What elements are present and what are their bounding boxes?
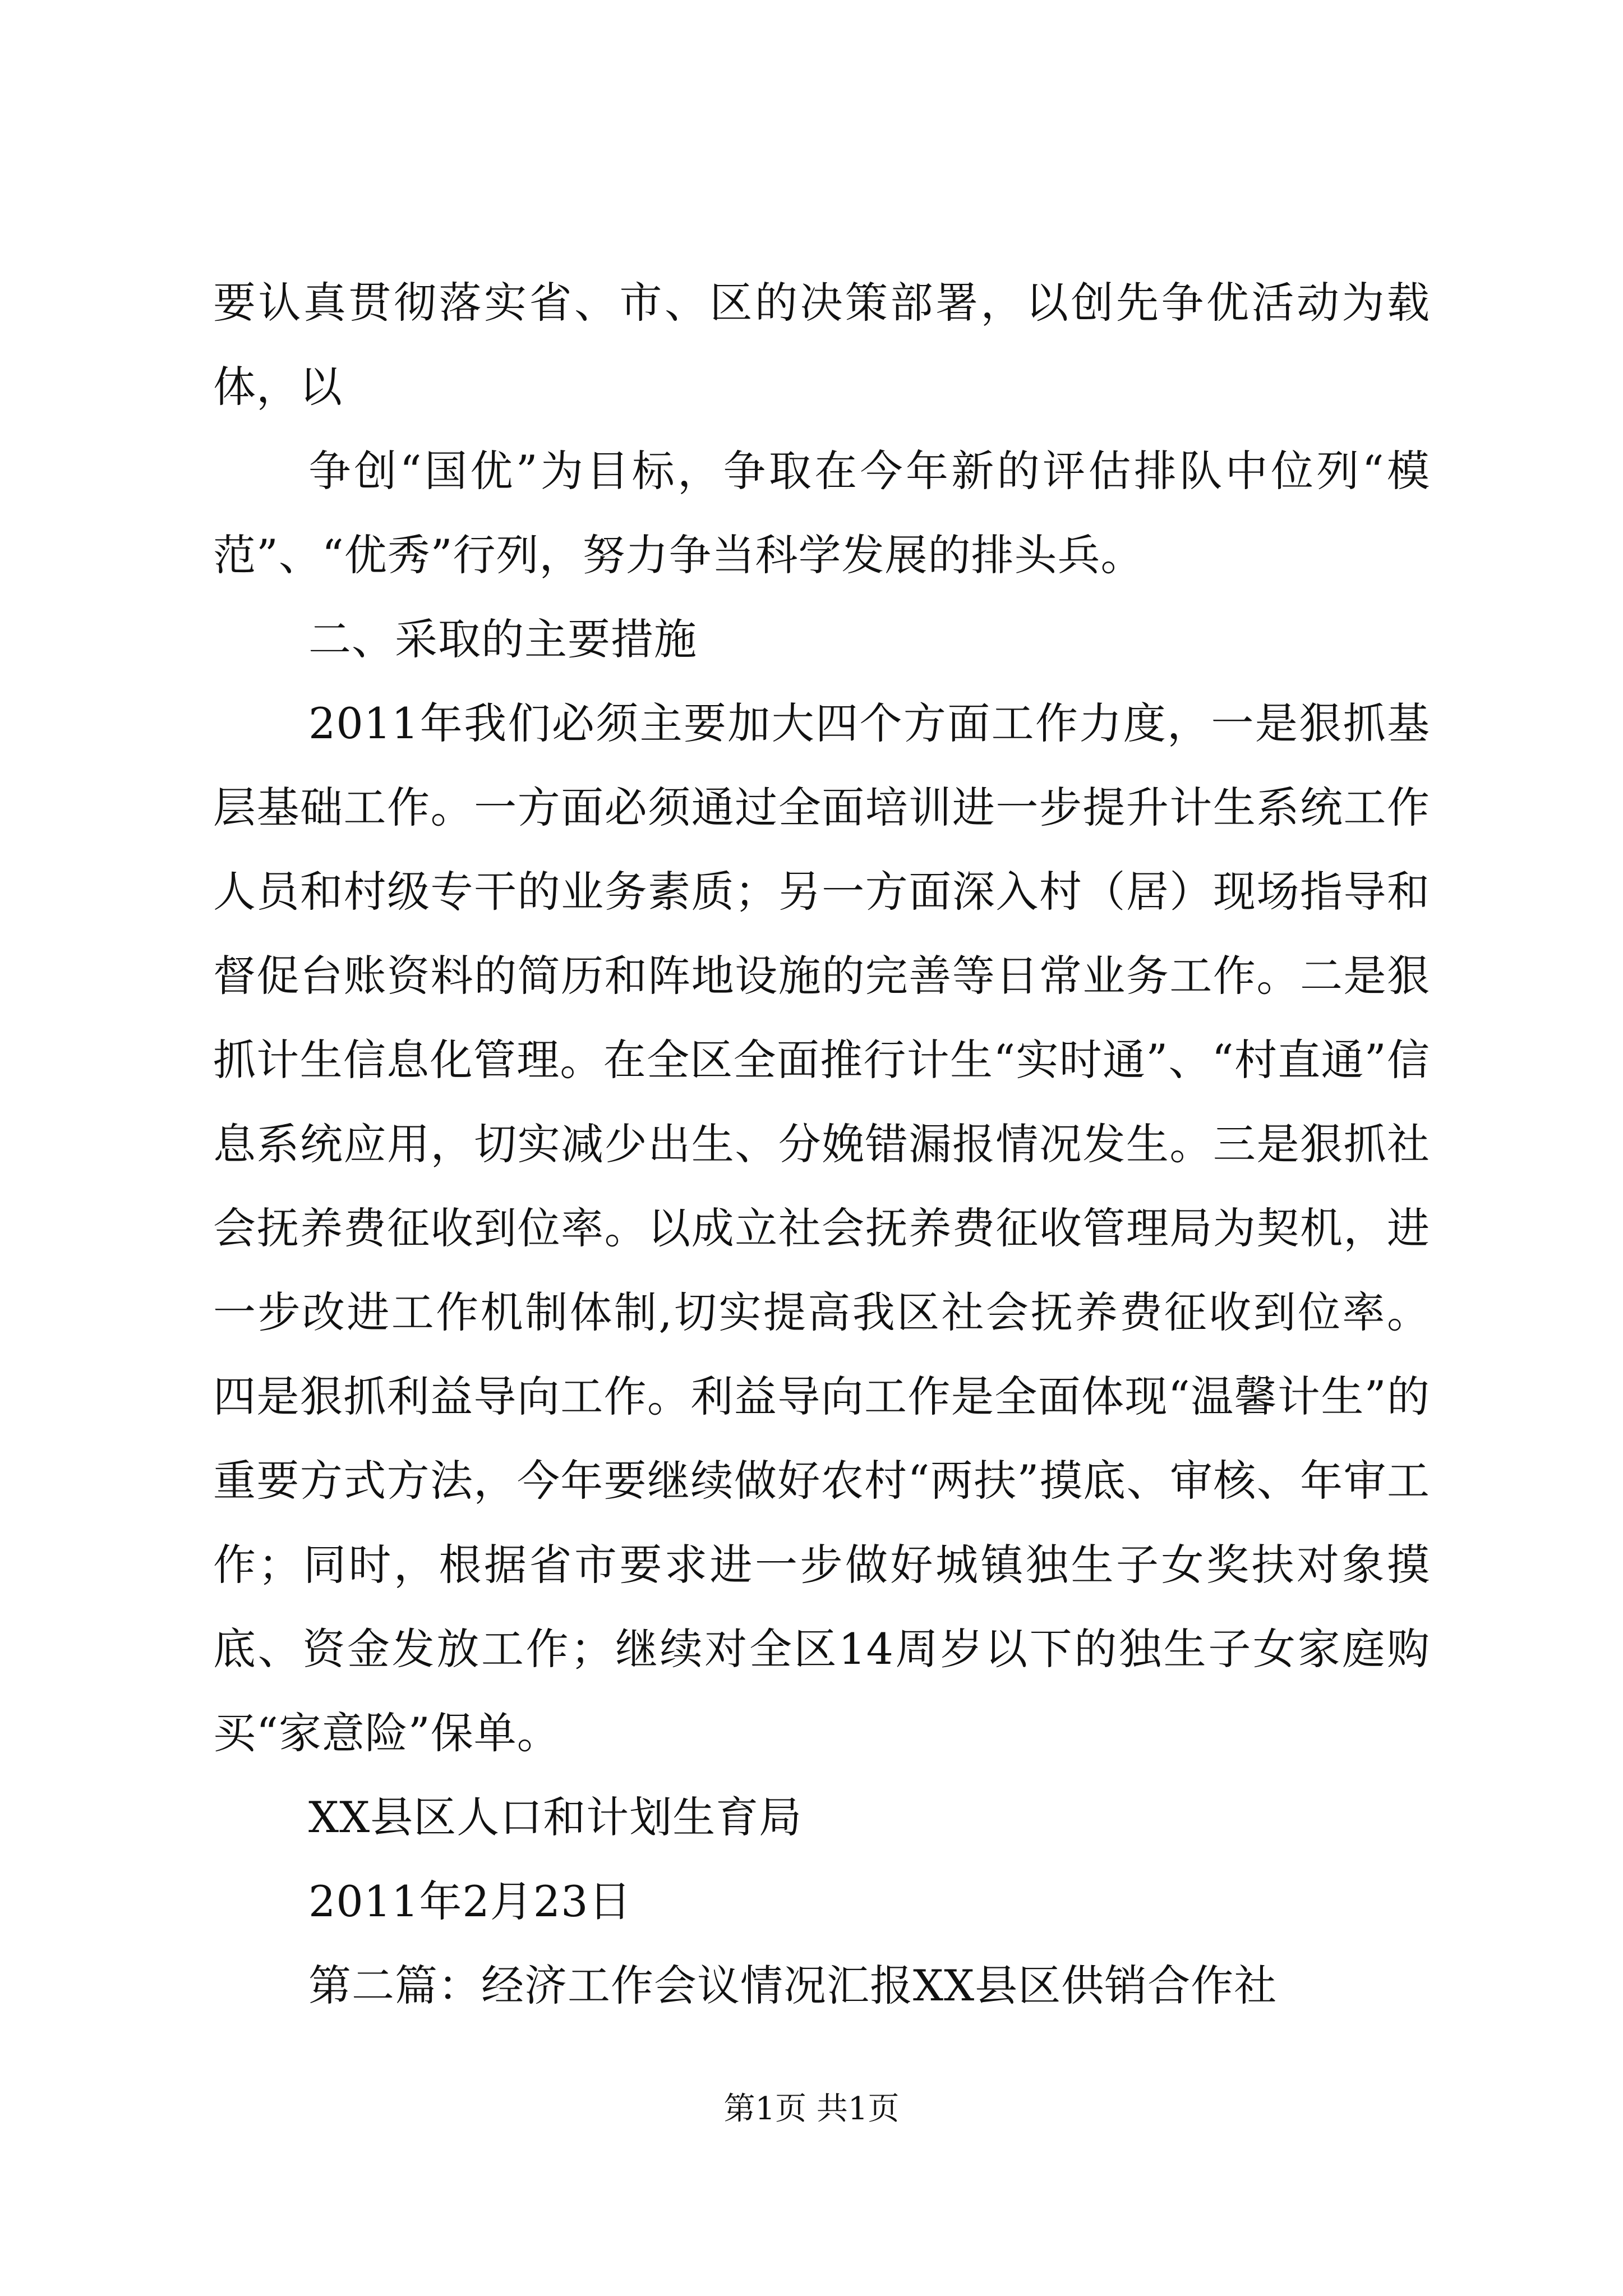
next-article-title: 第二篇：经济工作会议情况汇报XX县区供销合作社 bbox=[308, 1961, 1278, 2010]
signature-organization: XX县区人口和计划生育局 bbox=[308, 1792, 803, 1842]
document-body bbox=[213, 261, 1430, 2028]
page-footer: 第1页 共1页 bbox=[723, 2091, 900, 2127]
signature-date: 2011年2月23日 bbox=[308, 1876, 632, 1926]
paragraph-main: 2011年我们必须主要加大四个方面工作力度，一是狠抓基层基础工作。一方面必须通过全面培训进一步提升计生系统工作人员和村级专干的业务素质；另一方面深入村（居）现场指导和督促台账资料的简历和阵地设施的完善等日常业务工作。二是狠抓计生信息化管理。在全区全面推行计生“实时通”、“村直通”信息系统应用，切实减少出生、分娩错漏报情况发生。三是狠抓社会抚养费征收到位率。以成立社会抚养费征收管理局为契机，进一步改进工作机制体制,切实提高我区社会抚养费征收到位率。四是狠抓利益导向工作。利益导向工作是全面体现“温馨计生”的重要方式方法，今年要继续做好农村“两扶”摸底、审核、年审工作；同时，根据省市要求进一步做好城镇独生子女奖扶对象摸底、资金发放工作；继续对全区14周岁以下的独生子女家庭购买“家意险”保单。 bbox=[213, 698, 1430, 1758]
paragraph-1: 要认真贯彻落实省、市、区的决策部署，以创先争优活动为载体，以 bbox=[213, 278, 1430, 412]
section-heading: 二、采取的主要措施 bbox=[308, 614, 697, 664]
paragraph-2: 争创“国优”为目标，争取在今年新的评估排队中位列“模范”、“优秀”行列，努力争当科学发展的排头兵。 bbox=[213, 446, 1430, 580]
